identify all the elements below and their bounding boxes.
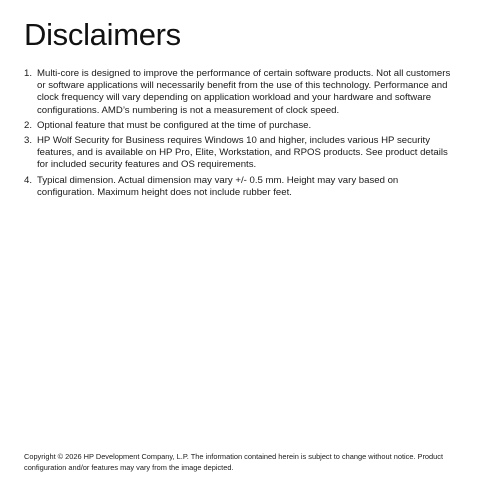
copyright-footer: Copyright © 2026 HP Development Company, L.P. The information contained herein is subject to change without notice. Product configuration and/or features may vary from the image depicted. — [24, 452, 444, 472]
disclaimer-item — [24, 68, 454, 117]
disclaimer-item — [24, 135, 454, 172]
disclaimer-text: Optional feature that must be configured at the time of purchase. — [37, 119, 312, 131]
disclaimer-item — [24, 120, 454, 132]
disclaimer-number: 4. — [24, 174, 33, 186]
disclaimer-text: Typical dimension. Actual dimension may vary +/- 0.5 mm. Height may vary based on configuration. Maximum height does not include rubber feet. — [37, 174, 399, 198]
disclaimer-item — [24, 175, 454, 199]
disclaimer-text: Multi-core is designed to improve the performance of certain software products. Not all customers or software applications will necessarily benefit from the use of this technology. Performance and clock frequency will vary depending on application workload and your hardware and software configurations. AMD’s numbering is not a measurement of clock speed. — [37, 68, 451, 116]
disclaimer-text: HP Wolf Security for Business requires Windows 10 and higher, includes various HP security features, and is available on HP Pro, Elite, Workstation, and RPOS products. See product details for included security features and OS requirements. — [37, 135, 448, 171]
disclaimer-number: 1. — [24, 68, 33, 79]
disclaimer-number: 2. — [24, 119, 33, 131]
page-title: Disclaimers — [24, 17, 181, 52]
disclaimer-list — [24, 68, 454, 202]
disclaimer-number: 3. — [24, 135, 33, 147]
